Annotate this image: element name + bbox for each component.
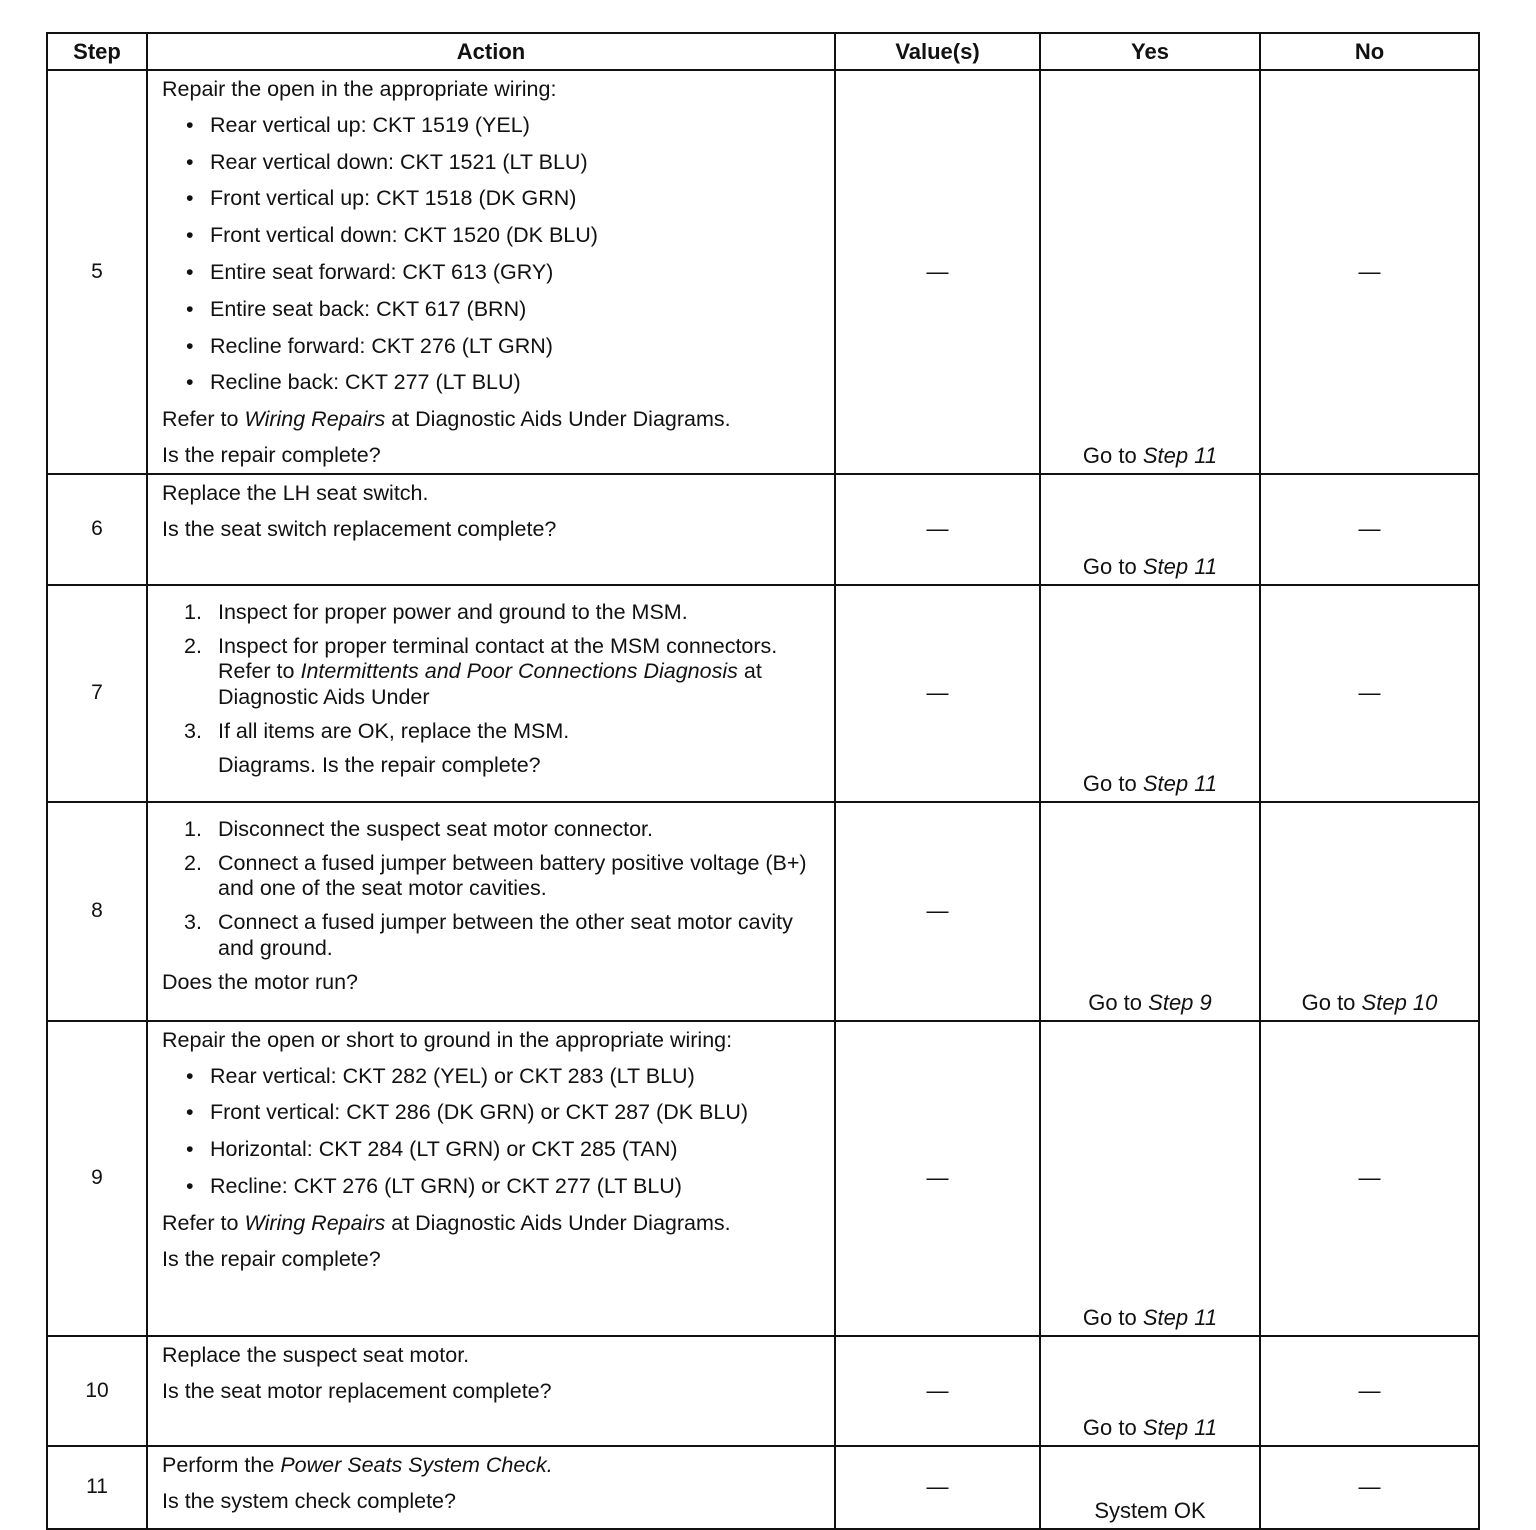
value-cell: — [835, 70, 1040, 474]
action-cell [147, 474, 835, 585]
list-item: • Entire seat back: CKT 617 (BRN) [184, 297, 824, 323]
list-item: • Front vertical up: CKT 1518 (DK GRN) [184, 186, 824, 212]
no-cell: — [1260, 585, 1479, 802]
action-question: Is the repair complete? [162, 442, 381, 467]
header-step: Step [47, 33, 147, 70]
action-intro: Repair the open in the appropriate wiring: [162, 77, 557, 101]
value-cell: — [835, 802, 1040, 1021]
action-question: Does the motor run? [162, 969, 358, 994]
action-line: Replace the LH seat switch. [162, 480, 429, 505]
value-cell: — [835, 1446, 1040, 1529]
header-no: No [1260, 33, 1479, 70]
list-item: • Rear vertical up: CKT 1519 (YEL) [184, 113, 824, 139]
table-row [47, 1446, 1479, 1529]
numbered-list [162, 817, 824, 962]
step-number: 11 [47, 1446, 147, 1529]
yes-result: Go to Step 11 [1082, 1304, 1218, 1330]
action-cell [147, 1336, 835, 1446]
no-cell: — [1260, 474, 1479, 585]
list-item: • Front vertical down: CKT 1520 (DK BLU) [184, 223, 824, 249]
value-cell: — [835, 1021, 1040, 1336]
header-action: Action [147, 33, 835, 70]
list-item: 1. Inspect for proper power and ground to the MSM. [184, 599, 688, 624]
yes-cell [1040, 1336, 1260, 1446]
no-cell: — [1260, 1446, 1479, 1529]
action-line: Replace the suspect seat motor. [162, 1342, 470, 1367]
yes-result: Go to Step 11 [1082, 1414, 1218, 1440]
list-item: 1. Disconnect the suspect seat motor connector. [184, 816, 654, 841]
list-item: • Horizontal: CKT 284 (LT GRN) or CKT 285 (TAN) [184, 1137, 824, 1163]
step-number: 6 [47, 474, 147, 585]
yes-result: Go to Step 9 [1088, 989, 1212, 1015]
list-item: 3. If all items are OK, replace the MSM. [184, 718, 570, 743]
yes-cell [1040, 1021, 1260, 1336]
bullet-list [162, 113, 824, 396]
action-line: Perform the Power Seats System Check. [162, 1452, 553, 1477]
value-cell: — [835, 1336, 1040, 1446]
no-cell: — [1260, 70, 1479, 474]
numbered-list [162, 600, 824, 745]
yes-cell [1040, 1446, 1260, 1529]
no-result: Go to Step 10 [1301, 989, 1438, 1015]
list-item: 2. Inspect for proper terminal contact at the MSM connectors. Refer to Intermittents and Poor Connections Diagnosis at Diagnostic Aids Under [184, 633, 778, 710]
no-cell [1260, 802, 1479, 1021]
yes-result: Go to Step 11 [1082, 770, 1218, 796]
action-question: Is the seat switch replacement complete? [162, 516, 557, 541]
refer-line: Refer to Wiring Repairs at Diagnostic Aids Under Diagrams. [162, 407, 731, 432]
table-row [47, 802, 1479, 1021]
step-number: 9 [47, 1021, 147, 1336]
table-row [47, 70, 1479, 474]
bullet-list [162, 1064, 824, 1200]
list-item: 3. Connect a fused jumper between the other seat motor cavity and ground. [184, 910, 793, 960]
action-cell [147, 1021, 835, 1336]
value-cell: — [835, 585, 1040, 802]
action-question: Is the system check complete? [162, 1488, 456, 1513]
yes-result: Go to Step 11 [1082, 442, 1218, 468]
yes-cell [1040, 474, 1260, 585]
list-item: • Recline back: CKT 277 (LT BLU) [184, 370, 824, 396]
action-intro: Repair the open or short to ground in the appropriate wiring: [162, 1027, 733, 1052]
action-cell [147, 70, 835, 474]
action-question: Is the repair complete? [162, 1246, 381, 1271]
list-item: • Recline: CKT 276 (LT GRN) or CKT 277 (LT BLU) [184, 1174, 824, 1200]
list-item: • Entire seat forward: CKT 613 (GRY) [184, 260, 824, 286]
action-cell [147, 802, 835, 1021]
yes-cell [1040, 802, 1260, 1021]
list-item: 2. Connect a fused jumper between battery positive voltage (B+) and one of the seat motor cavities. [184, 850, 807, 901]
diagnostic-table [46, 32, 1480, 1530]
step-number: 10 [47, 1336, 147, 1446]
list-item: • Rear vertical: CKT 282 (YEL) or CKT 283 (LT BLU) [184, 1064, 824, 1090]
action-cell [147, 1446, 835, 1529]
yes-cell [1040, 585, 1260, 802]
refer-line: Refer to Wiring Repairs at Diagnostic Aids Under Diagrams. [162, 1210, 731, 1235]
table-row [47, 1336, 1479, 1446]
header-yes: Yes [1040, 33, 1260, 70]
action-question: Is the seat motor replacement complete? [162, 1378, 552, 1403]
no-cell: — [1260, 1336, 1479, 1446]
table-row [47, 1021, 1479, 1336]
value-cell: — [835, 474, 1040, 585]
yes-result: System OK [1094, 1497, 1206, 1523]
action-cell [147, 585, 835, 802]
list-item: • Recline forward: CKT 276 (LT GRN) [184, 334, 824, 360]
header-values: Value(s) [835, 33, 1040, 70]
list-item: • Front vertical: CKT 286 (DK GRN) or CKT 287 (DK BLU) [184, 1100, 824, 1126]
no-cell: — [1260, 1021, 1479, 1336]
list-item: • Rear vertical down: CKT 1521 (LT BLU) [184, 150, 824, 176]
step-number: 8 [47, 802, 147, 1021]
header-row [47, 33, 1479, 70]
step-number: 5 [47, 70, 147, 474]
table-row [47, 474, 1479, 585]
yes-cell [1040, 70, 1260, 474]
step-number: 7 [47, 585, 147, 802]
table-row [47, 585, 1479, 802]
yes-result: Go to Step 11 [1082, 553, 1218, 579]
action-question: Diagrams. Is the repair complete? [218, 752, 541, 777]
